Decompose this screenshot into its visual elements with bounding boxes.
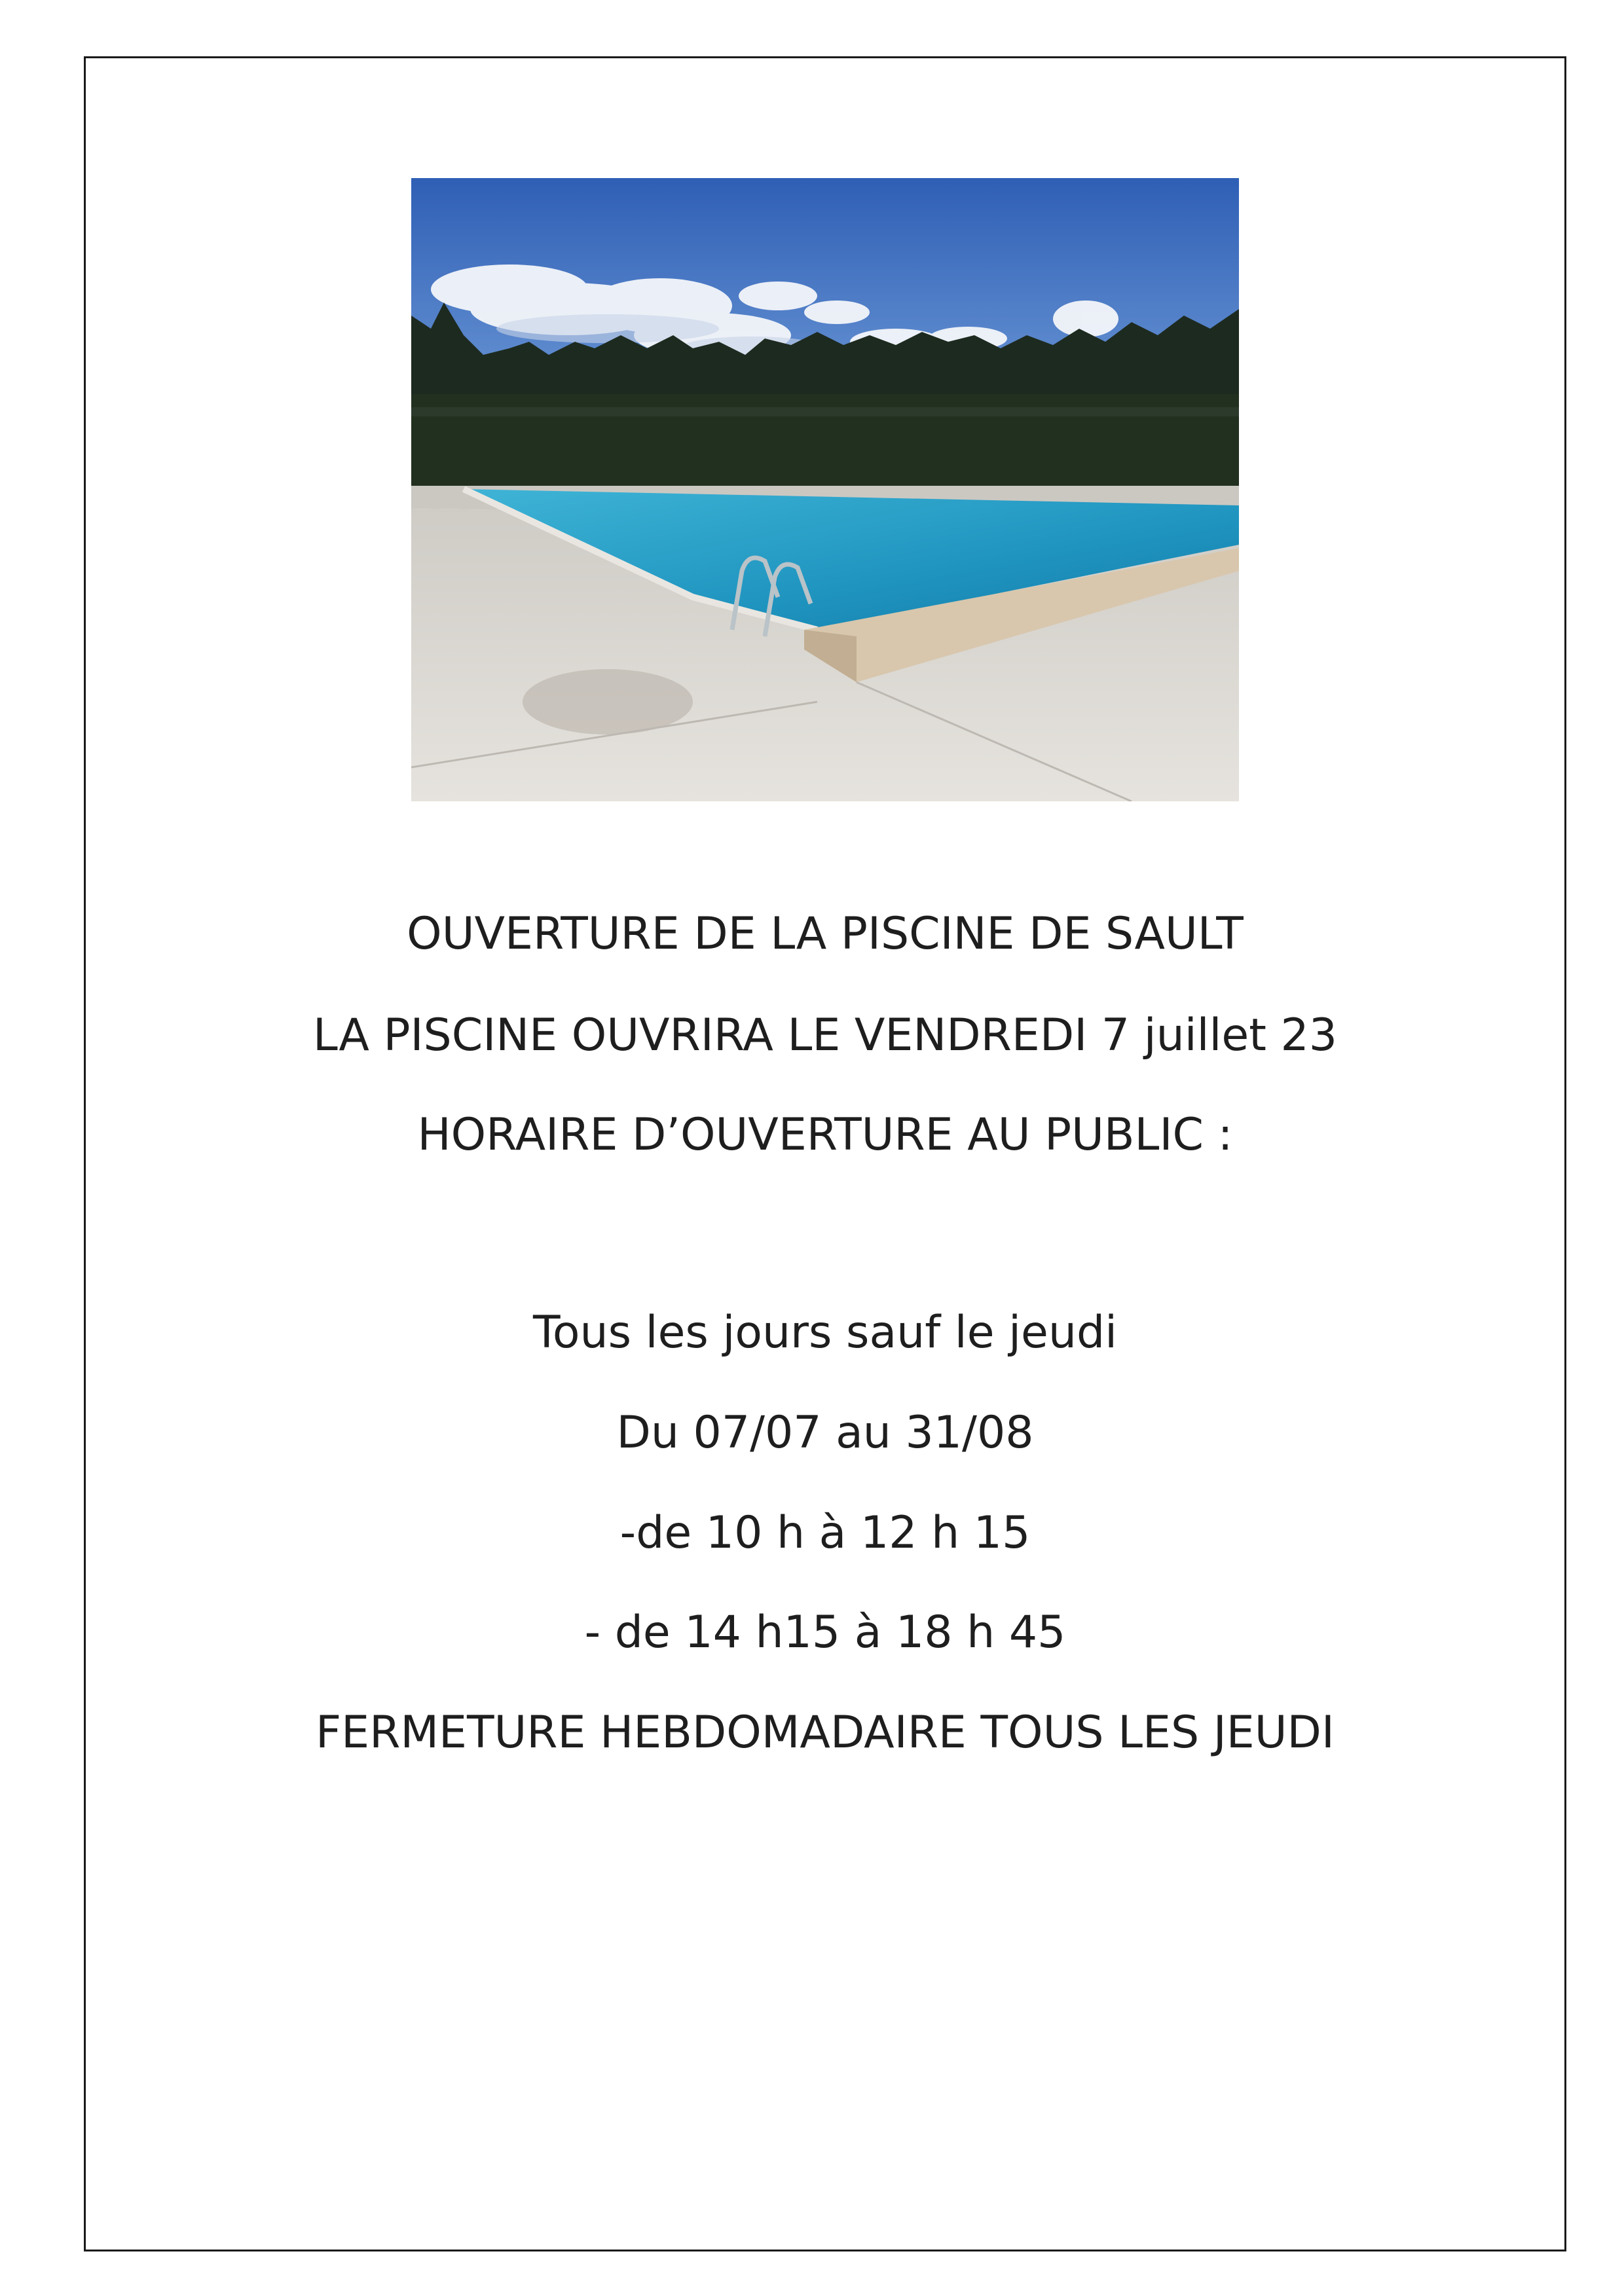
pool-photo (411, 178, 1239, 801)
title-line: OUVERTURE DE LA PISCINE DE SAULT (407, 908, 1244, 960)
opening-date-line: LA PISCINE OUVRIRA LE VENDREDI 7 juillet 23 (312, 1010, 1338, 1061)
period-line: Du 07/07 au 31/08 (616, 1407, 1034, 1459)
days-line: Tous les jours sauf le jeudi (532, 1307, 1118, 1358)
afternoon-slot-line: - de 14 h15 à 18 h 45 (584, 1607, 1066, 1658)
morning-slot-line: -de 10 h à 12 h 15 (619, 1507, 1031, 1559)
closure-line: FERMETURE HEBDOMADAIRE TOUS LES JEUDI (316, 1707, 1335, 1758)
hours-heading-line: HORAIRE D’OUVERTURE AU PUBLIC : (417, 1109, 1233, 1161)
